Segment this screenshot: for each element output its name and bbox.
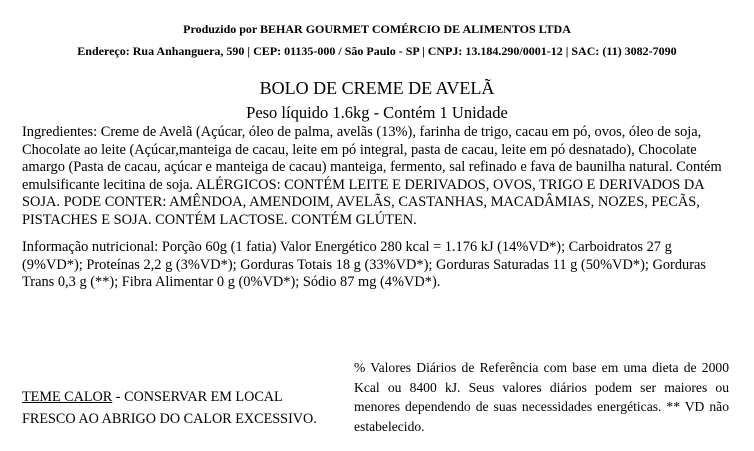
storage-warning: TEME CALOR (22, 389, 113, 405)
address-line: Endereço: Rua Anhanguera, 590 | CEP: 01135-000 / São Paulo - SP | CNPJ: 13.184.290/0001-12 | SAC: (11) 3082-7090 (77, 44, 677, 58)
storage-instructions (22, 386, 352, 430)
producer-line: Produzido por BEHAR GOURMET COMÉRCIO DE ALIMENTOS LTDA (183, 22, 571, 36)
storage-line-2: FRESCO AO ABRIGO DO CALOR EXCESSIVO. (22, 411, 317, 427)
net-weight: Peso líquido 1.6kg - Contém 1 Unidade (246, 103, 508, 122)
daily-values-note: % Valores Diários de Referência com base em uma dieta de 2000 Kcal ou 8400 kJ. Seus valores diários podem ser maiores ou menores dependendo de suas necessidades energéticas. ** VD não estabelecido. (354, 360, 729, 434)
ingredients-text: Ingredientes: Creme de Avelã (Açúcar, óleo de palma, avelãs (13%), farinha de trigo, cacau em pó, ovos, óleo de soja, Chocolate ao leite (Açúcar,manteiga de cacau, leite em pó integral, pasta de cacau, leite em pó desnatado), Chocolate amargo (Pasta de cacau, açúcar e manteiga de cacau) manteiga, fermento, sal refinado e fava de baunilha natural. Contém emulsificante lecitina de soja. ALÉRGICOS: CONTÉM LEITE E DERIVADOS, OVOS, TRIGO E DERIVADOS DA SOJA. PODE CONTER: AMÊNDOA, AMENDOIM, AVELÃS, CASTANHAS, MACADÂMIAS, NOZES, PECÃS, PISTACHES E SOJA. CONTÉM LACTOSE. CONTÉM GLÚTEN. (22, 124, 722, 228)
storage-line-1-rest: - CONSERVAR EM LOCAL (112, 389, 283, 405)
nutrition-facts: Informação nutricional: Porção 60g (1 fatia) Valor Energético 280 kcal = 1.176 kJ (14%VD*); Carboidratos 27 g (9%VD*); Proteínas 2,2 g (3%VD*); Gorduras Totais 18 g (33%VD*); Gorduras Saturadas 11 g (50%VD*); Gorduras Trans 0,3 g (**); Fibra Alimentar 0 g (0%VD*); Sódio 87 mg (4%VD*). (22, 239, 707, 290)
storage-line-1 (22, 386, 352, 408)
product-title: BOLO DE CREME DE AVELÃ (259, 78, 495, 98)
